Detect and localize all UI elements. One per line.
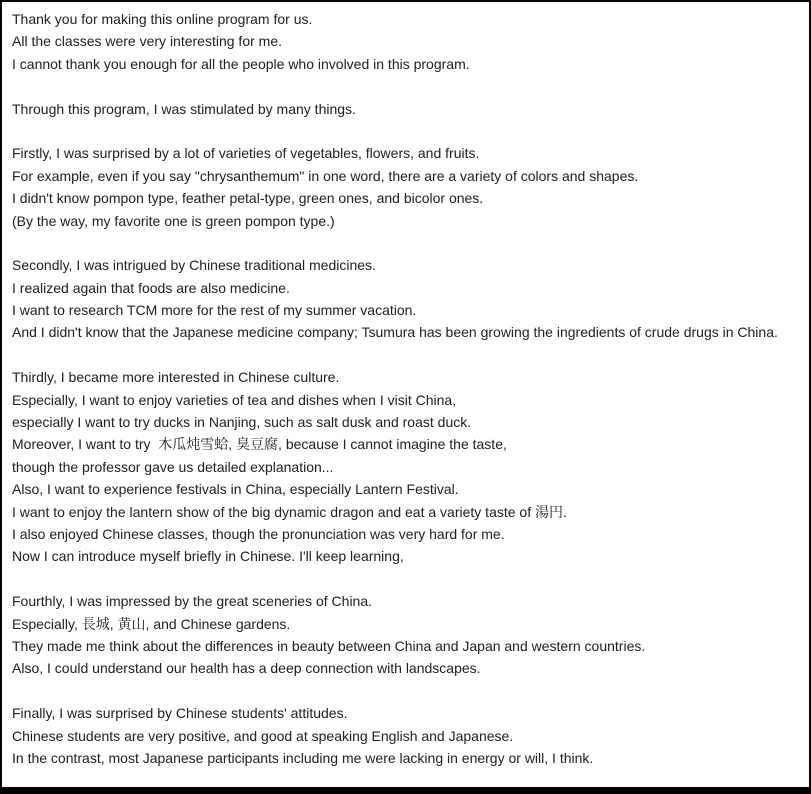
- text-line: (By the way, my favorite one is green pompon type.): [12, 212, 335, 229]
- text-line: They made me think about the differences in beauty between China and Japan and western countries.: [12, 637, 646, 654]
- text-line: Thank you for making this online program for us.: [12, 11, 313, 27]
- text-line: Secondly, I was intrigued by Chinese traditional medicines.: [12, 257, 376, 274]
- text-line: Especially, I want to enjoy varieties of tea and dishes when I visit China,: [12, 391, 457, 408]
- text-line: I cannot thank you enough for all the people who involved in this program.: [12, 55, 470, 72]
- text-line: I want to enjoy the lantern show of the big dynamic dragon and eat a variety taste of 湯円.: [12, 503, 567, 520]
- text-line: [12, 232, 809, 254]
- text-line: Now I can introduce myself briefly in Chinese. I'll keep learning,: [12, 548, 404, 565]
- text-line: I want to research TCM more for the rest of my summer vacation.: [12, 302, 417, 319]
- text-line: Also, I could understand our health has a deep connection with landscapes.: [12, 660, 481, 677]
- text-line: Especially, 長城, 黄山, and Chinese gardens.: [12, 615, 291, 632]
- text-line: Through this program, I was stimulated by many things.: [12, 100, 356, 117]
- text-line: Chinese students are very positive, and good at speaking English and Japanese.: [12, 727, 514, 744]
- text-line: All the classes were very interesting for me.: [12, 33, 282, 50]
- text-line: Moreover, I want to try 木瓜炖雪蛤, 臭豆腐, because I cannot imagine the taste,: [12, 436, 507, 453]
- text-line: I also enjoyed Chinese classes, though the pronunciation was very hard for me.: [12, 525, 505, 542]
- text-line: I didn't know pompon type, feather petal-type, green ones, and bicolor ones.: [12, 190, 484, 207]
- text-line: And I didn't know that the Japanese medicine company; Tsumura has been growing the ingredients of crude drugs in China.: [12, 324, 778, 341]
- text-line: Finally, I was surprised by Chinese students' attitudes.: [12, 705, 348, 722]
- text-line: For example, even if you say "chrysanthemum" in one word, there are a variety of colors and shapes.: [12, 167, 639, 184]
- text-line: [12, 344, 809, 366]
- text-line: Thirdly, I became more interested in Chinese culture.: [12, 369, 340, 386]
- text-line: [12, 120, 809, 142]
- text-line: Fourthly, I was impressed by the great sceneries of China.: [12, 593, 373, 610]
- text-line: though the professor gave us detailed explanation...: [12, 458, 334, 475]
- text-line: especially I want to try ducks in Nanjing, such as salt dusk and roast duck.: [12, 414, 472, 431]
- text-line: I realized again that foods are also medicine.: [12, 279, 290, 296]
- text-line: [12, 680, 809, 702]
- text-line: [12, 75, 809, 97]
- text-line: Also, I want to experience festivals in China, especially Lantern Festival.: [12, 481, 459, 498]
- text-line: [12, 568, 809, 590]
- text-line: Firstly, I was surprised by a lot of varieties of vegetables, flowers, and fruits.: [12, 145, 480, 162]
- text-line: In the contrast, most Japanese participants including me were lacking in energy or will, I think.: [12, 749, 594, 766]
